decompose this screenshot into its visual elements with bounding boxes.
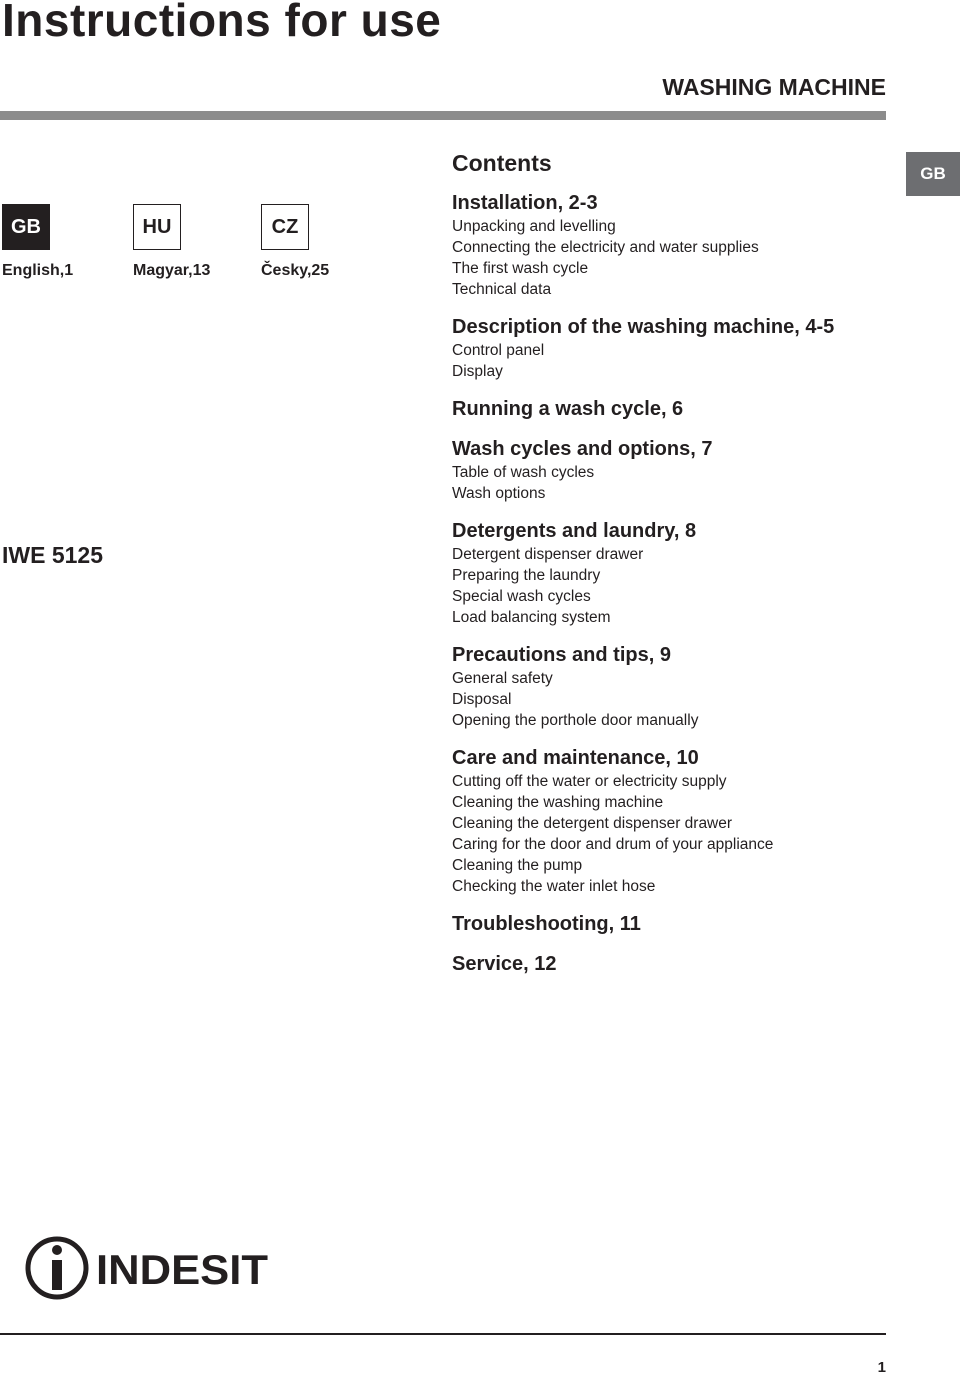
section-item-list — [452, 771, 922, 897]
section-title[interactable]: Installation, 2-3 — [452, 192, 598, 214]
section-item[interactable]: Connecting the electricity and water supplies — [452, 239, 759, 256]
section-item-list — [452, 340, 922, 382]
section-item[interactable]: Display — [452, 363, 503, 380]
section-title[interactable]: Description of the washing machine, 4-5 — [452, 316, 835, 338]
svg-text:INDESIT: INDESIT — [96, 1246, 269, 1293]
footer-divider — [0, 1333, 886, 1335]
section-title[interactable]: Running a wash cycle, 6 — [452, 398, 684, 420]
contents-section — [452, 951, 922, 977]
contents-section — [452, 518, 922, 628]
section-item[interactable]: Cleaning the pump — [452, 857, 583, 874]
section-item[interactable]: Opening the porthole door manually — [452, 712, 699, 729]
section-item[interactable]: Technical data — [452, 281, 552, 298]
section-title[interactable]: Service, 12 — [452, 953, 557, 975]
table-of-contents — [452, 148, 922, 991]
contents-section — [452, 190, 922, 300]
section-item[interactable]: Detergent dispenser drawer — [452, 546, 644, 563]
section-item-list — [452, 544, 922, 628]
section-title[interactable]: Precautions and tips, 9 — [452, 644, 671, 666]
section-item[interactable]: General safety — [452, 670, 553, 687]
section-item[interactable]: Wash options — [452, 485, 546, 502]
contents-section — [452, 745, 922, 897]
section-item[interactable]: Table of wash cycles — [452, 464, 595, 481]
section-item-list — [452, 668, 922, 731]
language-side-tab: GB — [906, 152, 960, 196]
language-selector-cz[interactable] — [261, 204, 330, 279]
section-title[interactable]: Wash cycles and options, 7 — [452, 438, 713, 460]
section-item-list — [452, 216, 922, 300]
section-title[interactable]: Detergents and laundry, 8 — [452, 520, 697, 542]
section-item[interactable]: Disposal — [452, 691, 512, 708]
section-title[interactable]: Care and maintenance, 10 — [452, 747, 699, 769]
section-item[interactable]: Preparing the laundry — [452, 567, 601, 584]
language-code-hu[interactable]: HU — [133, 204, 181, 250]
document-title: Instructions for use — [2, 0, 442, 46]
section-item[interactable]: Load balancing system — [452, 609, 611, 626]
section-item[interactable]: Unpacking and levelling — [452, 218, 616, 235]
language-label-gb: English,1 — [2, 262, 74, 279]
section-item[interactable]: Caring for the door and drum of your appliance — [452, 836, 774, 853]
contents-heading: Contents — [452, 150, 552, 176]
language-code-gb[interactable]: GB — [2, 204, 50, 250]
language-label-hu: Magyar,13 — [133, 262, 211, 279]
contents-sections — [452, 190, 922, 977]
contents-section — [452, 642, 922, 731]
section-item[interactable]: Cleaning the washing machine — [452, 794, 664, 811]
page-number: 1 — [877, 1359, 886, 1376]
section-item-list — [452, 462, 922, 504]
contents-section — [452, 314, 922, 382]
language-selector-gb[interactable] — [2, 204, 74, 279]
section-item[interactable]: The first wash cycle — [452, 260, 589, 277]
section-item[interactable]: Cleaning the detergent dispenser drawer — [452, 815, 733, 832]
model-number: IWE 5125 — [2, 542, 103, 568]
section-item[interactable]: Cutting off the water or electricity supply — [452, 773, 727, 790]
indesit-logo — [24, 1233, 274, 1303]
document-subtitle: WASHING MACHINE — [662, 74, 886, 100]
section-item[interactable]: Control panel — [452, 342, 545, 359]
language-code-cz[interactable]: CZ — [261, 204, 309, 250]
language-label-cz: Česky,25 — [261, 262, 330, 279]
section-item[interactable]: Checking the water inlet hose — [452, 878, 656, 895]
section-title[interactable]: Troubleshooting, 11 — [452, 913, 641, 935]
contents-section — [452, 436, 922, 504]
contents-section — [452, 396, 922, 422]
language-selector-hu[interactable] — [133, 204, 211, 279]
section-item[interactable]: Special wash cycles — [452, 588, 591, 605]
header-divider — [0, 111, 886, 120]
contents-section — [452, 911, 922, 937]
